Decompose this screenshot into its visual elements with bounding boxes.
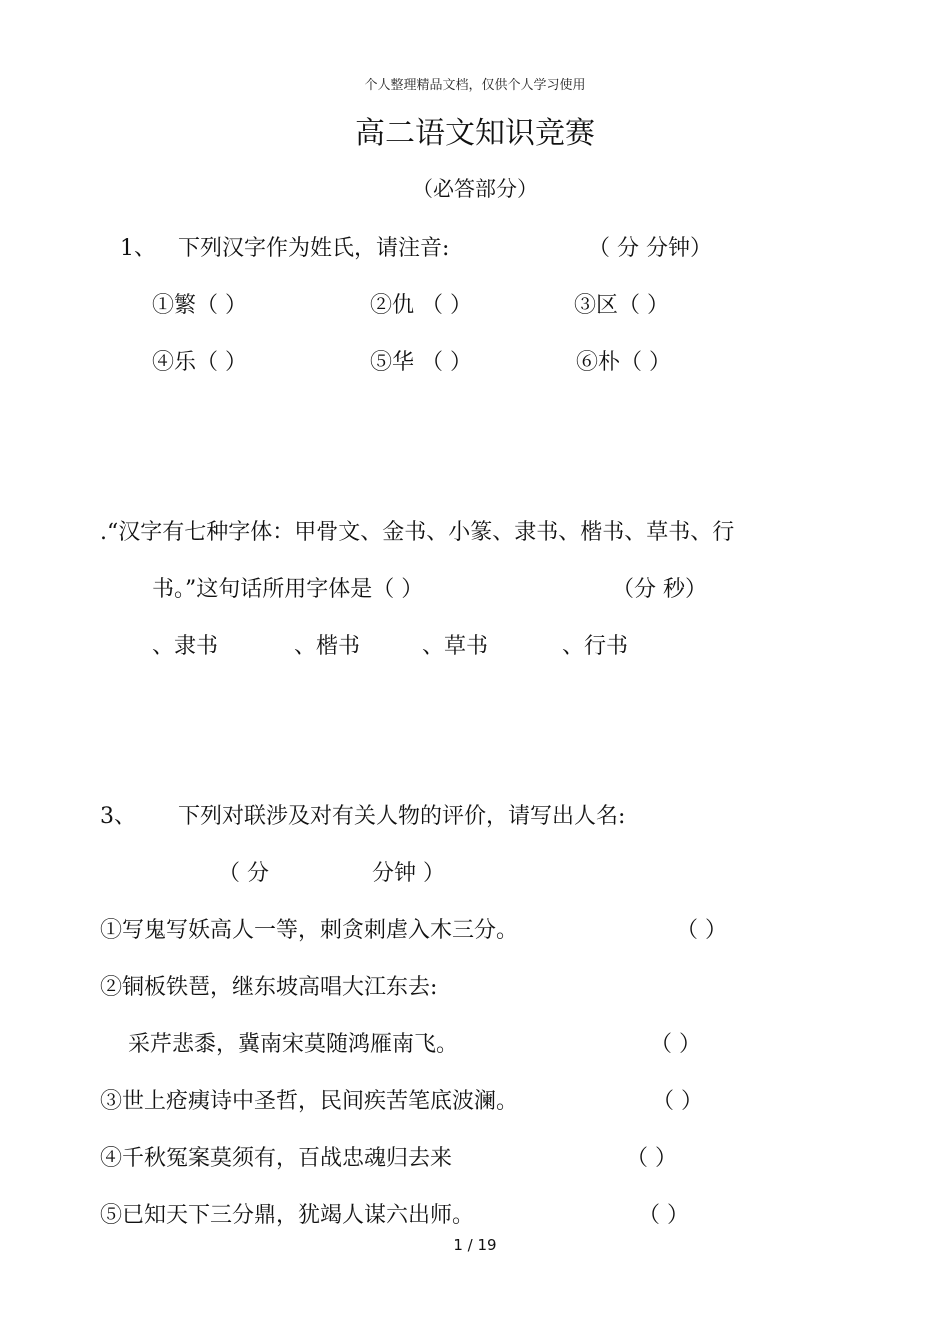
q2-option: 、行书 bbox=[562, 634, 629, 659]
q3-item: ③世上疮痍诗中圣哲，民间疾苦笔底波澜。 bbox=[100, 1089, 519, 1114]
q2-line2: 书。”这句话所用字体是（ ） bbox=[152, 577, 424, 602]
q3-item: ④千秋冤案莫须有，百战忠魂归去来 bbox=[100, 1146, 453, 1171]
q3-item: ⑤已知天下三分鼎，犹竭人谋六出师。 bbox=[100, 1203, 475, 1228]
page-header: 个人整理精品文档，仅供个人学习使用 bbox=[364, 78, 586, 93]
q1-text: 下列汉字作为姓氏，请注音: bbox=[178, 236, 450, 261]
q2-option: 、隶书 bbox=[152, 634, 219, 659]
q2-option: 、楷书 bbox=[294, 634, 361, 659]
q3-answer-blank: （ ） bbox=[650, 1032, 701, 1057]
q3-number: 3、 bbox=[100, 804, 136, 829]
q1-item: ①繁（ ） bbox=[152, 293, 247, 318]
q3-text: 下列对联涉及对有关人物的评价，请写出人名: bbox=[178, 804, 626, 829]
q1-item: ⑥朴（ ） bbox=[576, 350, 671, 375]
q3-answer-blank: （ ） bbox=[652, 1089, 703, 1114]
q3-answer-blank: （ ） bbox=[676, 918, 727, 943]
page-title: 高二语文知识竞赛 bbox=[355, 116, 595, 151]
page-number: 1 / 19 bbox=[453, 1236, 497, 1254]
q3-time-b: 分钟 ） bbox=[372, 861, 445, 886]
q1-item: ③区（ ） bbox=[574, 293, 669, 318]
q3-answer-blank: （ ） bbox=[638, 1203, 689, 1228]
q3-answer-blank: （ ） bbox=[626, 1146, 677, 1171]
q3-item: ②铜板铁琶，继东坡高唱大江东去: bbox=[100, 975, 438, 1000]
q1-item: ④乐（ ） bbox=[152, 350, 247, 375]
q3-time-a: （ 分 bbox=[218, 861, 269, 886]
q1-item: ②仇 （ ） bbox=[370, 293, 472, 318]
q3-item: 采芹悲黍，冀南宋莫随鸿雁南飞。 bbox=[128, 1032, 459, 1057]
q1-number: 1、 bbox=[120, 236, 156, 261]
q1-item: ⑤华 （ ） bbox=[370, 350, 472, 375]
q2-line1: .“汉字有七种字体：甲骨文、金书、小篆、隶书、楷书、草书、行 bbox=[100, 520, 735, 545]
q1-time: （ 分 分钟） bbox=[588, 236, 712, 261]
q2-time: （分 秒） bbox=[612, 577, 707, 602]
q2-option: 、草书 bbox=[422, 634, 489, 659]
q3-item: ①写鬼写妖高人一等，刺贪刺虐入木三分。 bbox=[100, 918, 519, 943]
page-subtitle: （必答部分） bbox=[412, 177, 538, 201]
